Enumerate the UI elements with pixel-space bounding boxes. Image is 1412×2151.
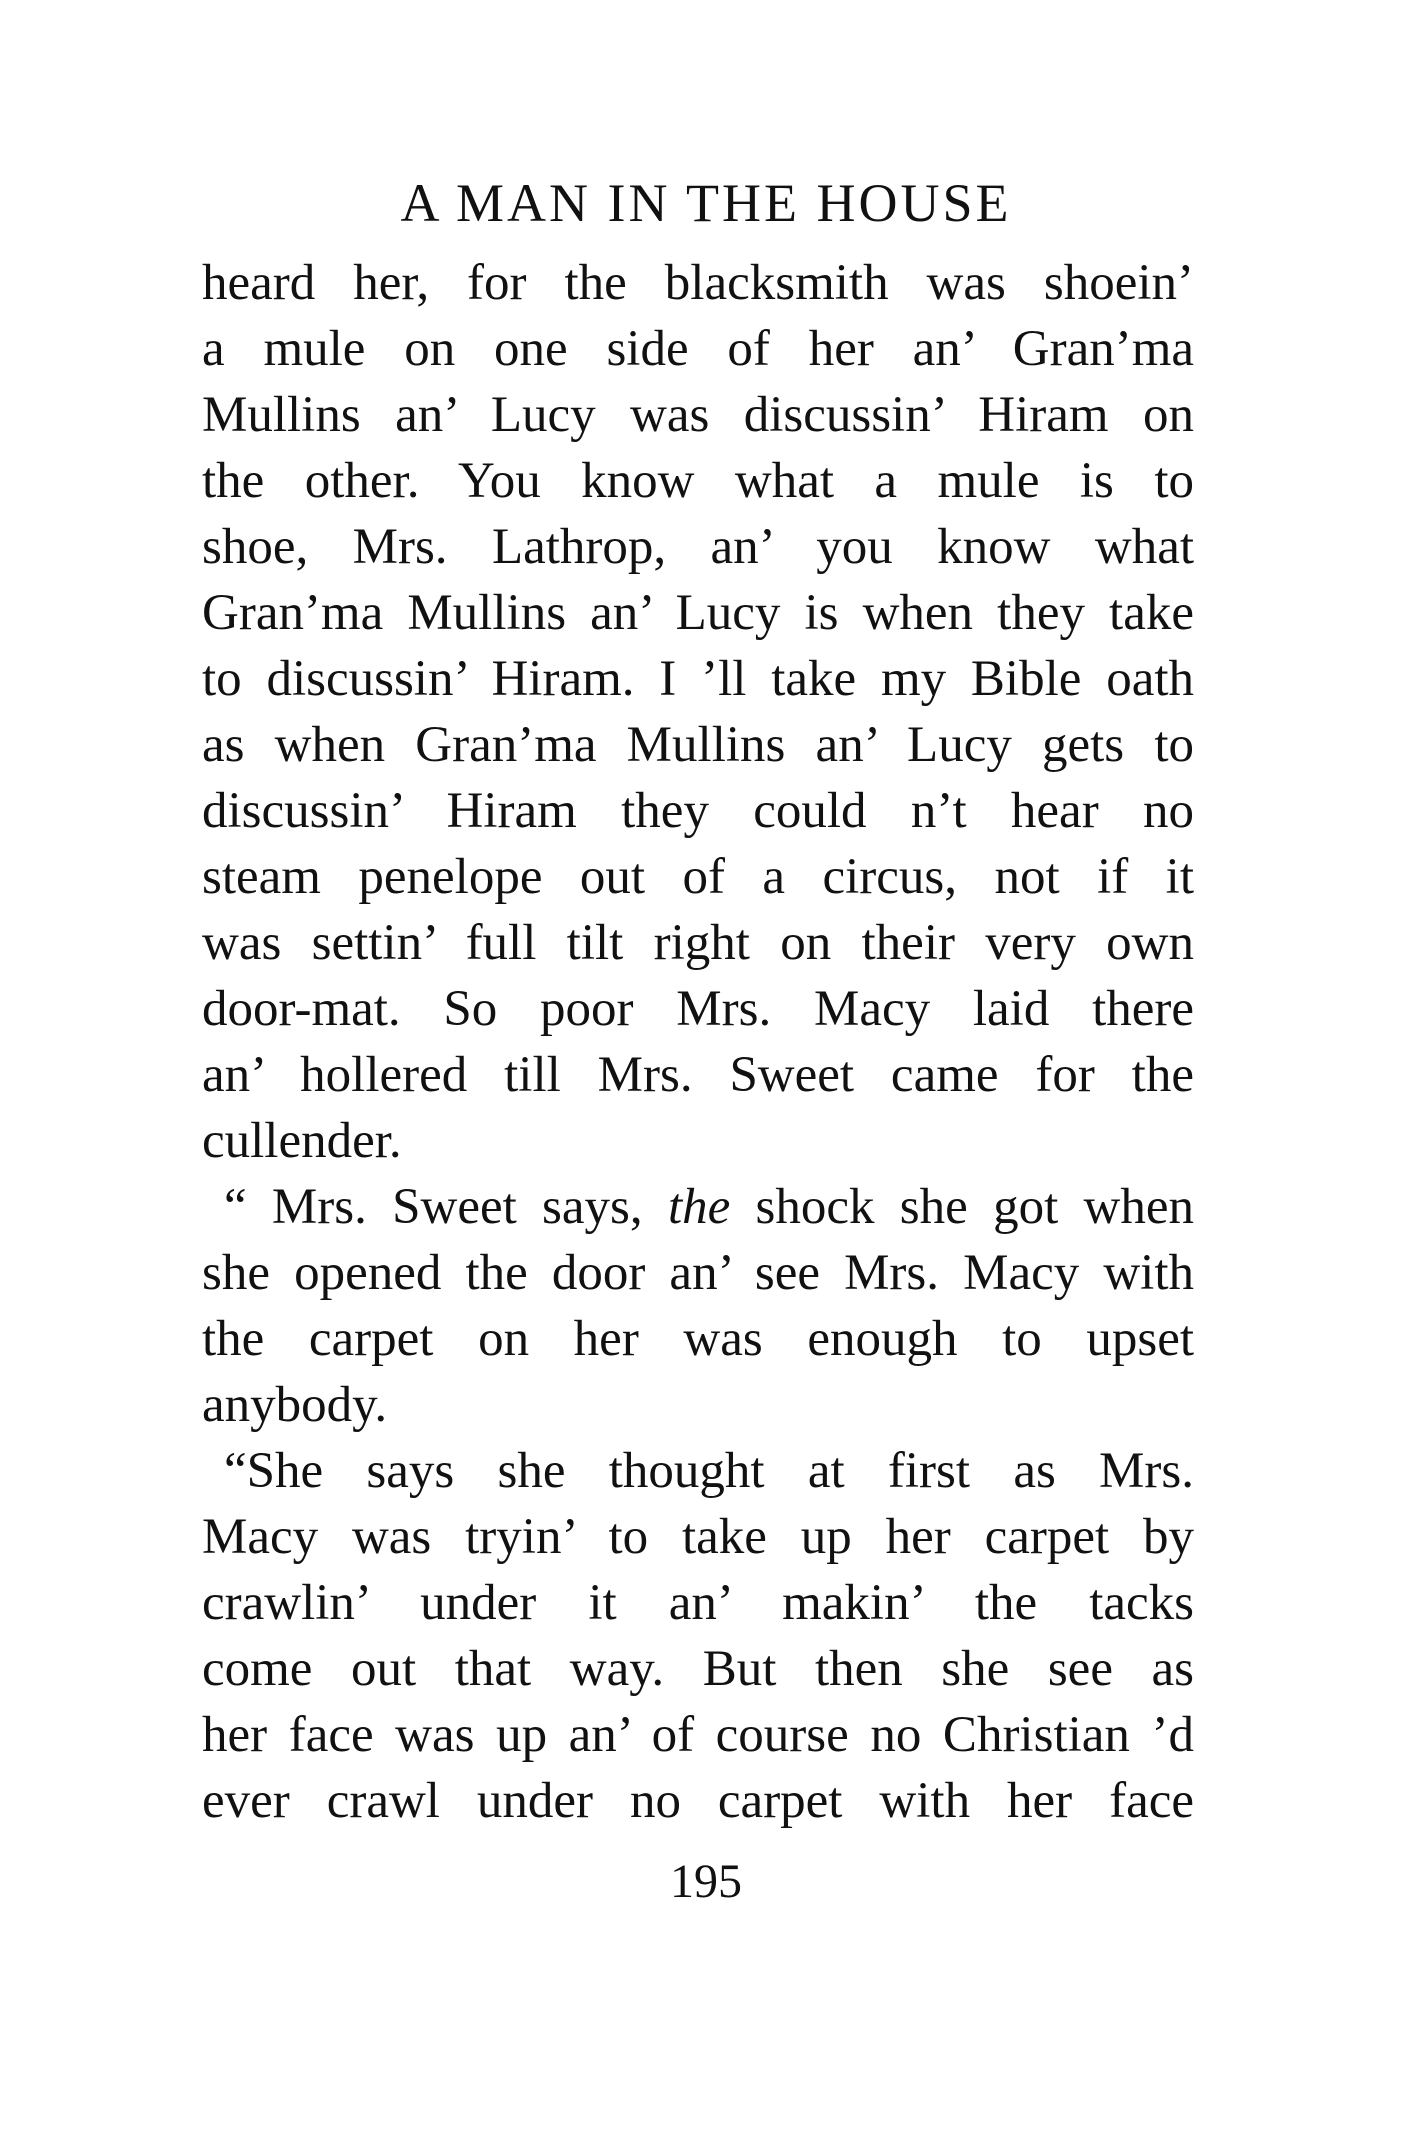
text-line: her face was up an’ of course no Christian ’d (202, 1707, 1194, 1763)
body-text (202, 250, 1194, 1834)
text-line: shoe, Mrs. Lathrop, an’ you know what (202, 519, 1194, 575)
italic-emphasis: the (667, 1179, 731, 1235)
text-line: Macy was tryin’ to take up her carpet by (202, 1509, 1194, 1565)
text-line: to discussin’ Hiram. I ’ll take my Bible oath (202, 651, 1194, 707)
text-line: discussin’ Hiram they could n’t hear no (202, 783, 1194, 839)
text-line: cullender. (202, 1113, 402, 1169)
text-line: heard her, for the blacksmith was shoein’ (202, 255, 1194, 311)
text-line: Gran’ma Mullins an’ Lucy is when they take (202, 585, 1194, 641)
running-head: A MAN IN THE HOUSE (400, 173, 1012, 233)
text-line: crawlin’ under it an’ makin’ the tacks (202, 1575, 1194, 1631)
text-line: the carpet on her was enough to upset (202, 1311, 1194, 1367)
text-line: “She says she thought at first as Mrs. (224, 1443, 1194, 1499)
text-line: steam penelope out of a circus, not if it (202, 849, 1194, 905)
text-line: as when Gran’ma Mullins an’ Lucy gets to (202, 717, 1194, 773)
text-line: the other. You know what a mule is to (202, 453, 1194, 509)
text-line: Mullins an’ Lucy was discussin’ Hiram on (202, 387, 1194, 443)
text-line: was settin’ full tilt right on their very own (202, 915, 1194, 971)
text-line: an’ hollered till Mrs. Sweet came for the (202, 1047, 1194, 1103)
text-line: a mule on one side of her an’ Gran’ma (202, 321, 1194, 377)
text-line: door-mat. So poor Mrs. Macy laid there (202, 981, 1194, 1037)
text-line: ever crawl under no carpet with her face (202, 1773, 1194, 1829)
page-number: 195 (670, 1855, 742, 1908)
text-line: she opened the door an’ see Mrs. Macy with (202, 1245, 1194, 1301)
text-line: anybody. (202, 1377, 388, 1433)
text-line: “ Mrs. Sweet says, the shock she got when (224, 1179, 1195, 1235)
text-line: come out that way. But then she see as (202, 1641, 1194, 1697)
